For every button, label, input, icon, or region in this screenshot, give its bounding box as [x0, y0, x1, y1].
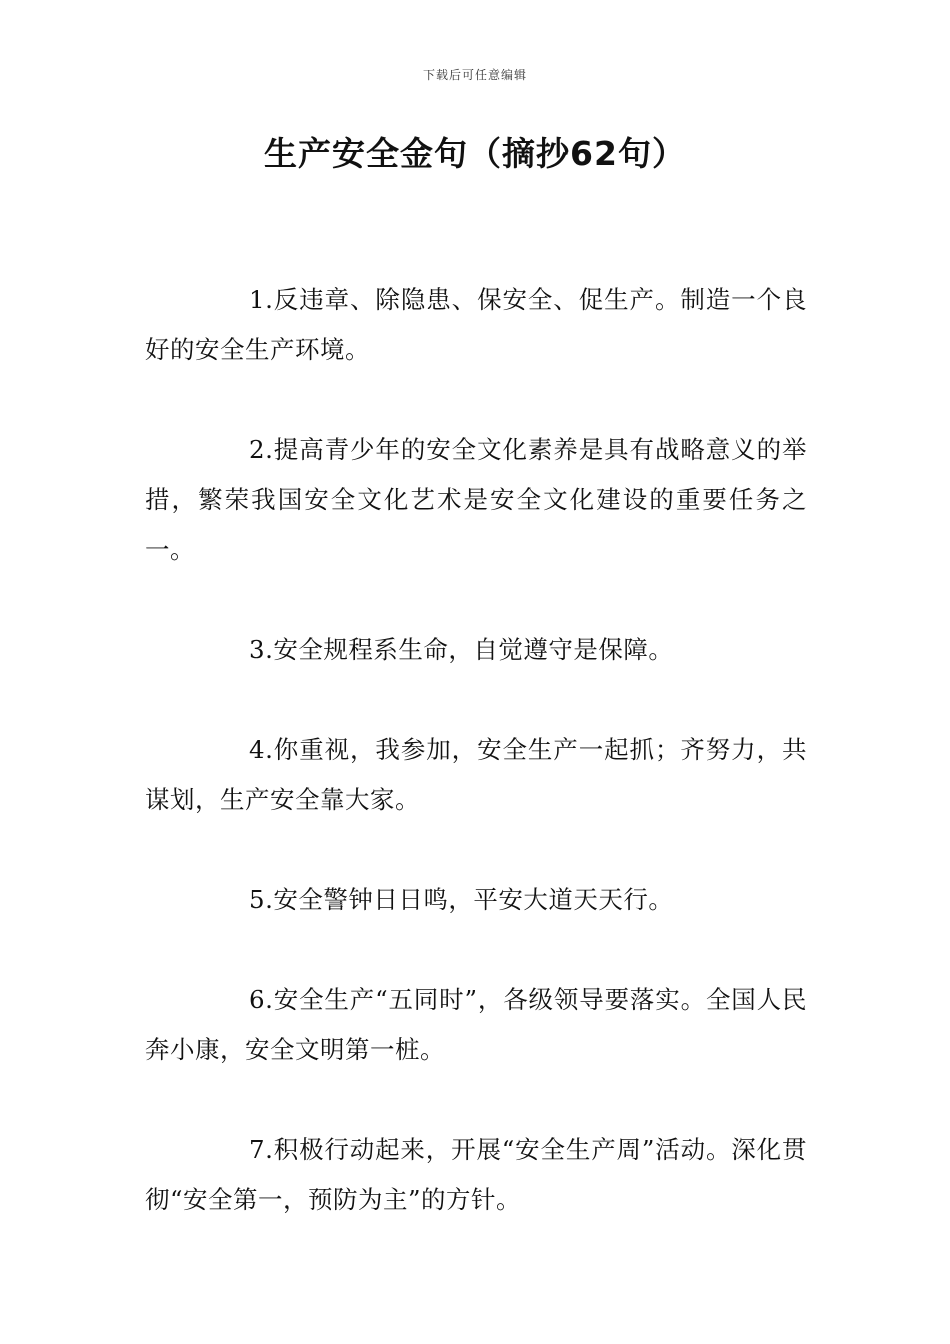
paragraph-4: 4.你重视，我参加，安全生产一起抓；齐努力，共谋划，生产安全靠大家。 [145, 735, 807, 814]
paragraph-2: 2.提高青少年的安全文化素养是具有战略意义的举措，繁荣我国安全文化艺术是安全文化建设的重要任务之一。 [145, 435, 807, 564]
document-body [145, 275, 807, 1275]
paragraph-5: 5.安全警钟日日鸣，平安大道天天行。 [249, 885, 674, 914]
header-note: 下载后可任意编辑 [422, 68, 527, 82]
paragraph-6: 6.安全生产“五同时”，各级领导要落实。全国人民奔小康，安全文明第一桩。 [145, 985, 807, 1064]
document-title: 生产安全金句（摘抄62句） [264, 134, 686, 173]
paragraph-3: 3.安全规程系生命，自觉遵守是保障。 [249, 635, 674, 664]
paragraph-7: 7.积极行动起来，开展“安全生产周”活动。深化贯彻“安全第一，预防为主”的方针。 [145, 1135, 807, 1214]
paragraph-1: 1.反违章、除隐患、保安全、促生产。制造一个良好的安全生产环境。 [145, 285, 807, 364]
